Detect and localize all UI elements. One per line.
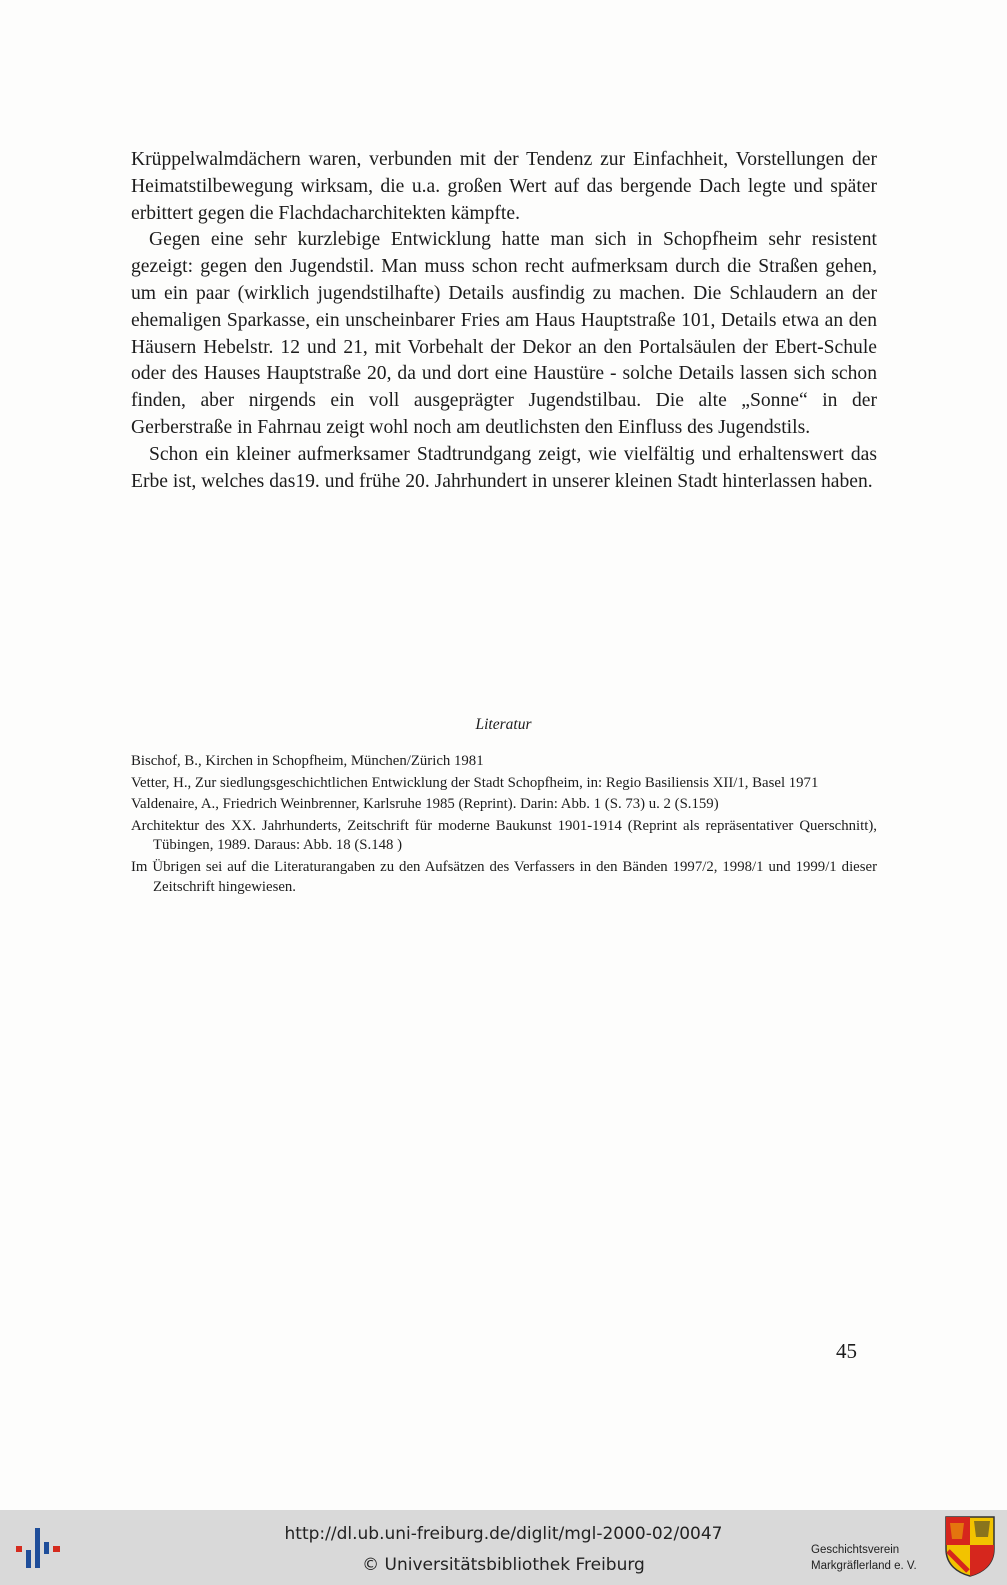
paragraph: Schon ein kleiner aufmerksamer Stadtrundgang zeigt, wie vielfältig und erhaltenswert das Erbe ist, welches das19. und frühe 20. Jahrhundert in unserer kleinen Stadt hinterlassen haben. <box>131 443 877 492</box>
coat-of-arms-icon <box>944 1515 996 1577</box>
paragraph: Gegen eine sehr kurzlebige Entwicklung hatte man sich in Schopfheim sehr resistent gezeigt: gegen den Jugendstil. Man muss schon recht aufmerksam durch die Straßen gehen, um ein paar (wirklich jugendstilhafte) Details ausfindig zu machen. Die Schlaudern an der ehemaligen Sparkasse, ein unscheinbarer Fries am Haus Hauptstraße 101, Details etwa an den Häusern Hebelstr. 12 und 21, mit Vorbehalt der Dekor an den Portalsäulen der Ebert-Schule oder des Hauses Hauptstraße 20, da und dort eine Haustüre - solche Details lassen sich schon finden, aber nirgends ein voll ausgeprägter Jugendstilbau. Die alte „Sonne“ in der Gerberstraße in Fahrnau zeigt wohl noch am deutlichsten den Einfluss des Jugendstils. <box>131 229 877 438</box>
society-name-line: Markgräflerland e. V. <box>811 1560 917 1572</box>
literature-entry: Im Übrigen sei auf die Literaturangaben zu den Aufsätzen des Verfassers in den Bänden 1997/2, 1998/1 und 1999/1 dieser Zeitschrift hingewiesen. <box>131 858 877 895</box>
literature-entry: Architektur des XX. Jahrhunderts, Zeitschrift für moderne Baukunst 1901-1914 (Reprint als repräsentativer Querschnitt), Tübingen, 1989. Daraus: Abb. 18 (S.148 ) <box>131 817 877 854</box>
page-number: 45 <box>836 1339 857 1363</box>
permalink-link[interactable]: http://dl.ub.uni-freiburg.de/diglit/mgl-2000-02/0047 <box>284 1524 723 1544</box>
literature-entry: Valdenaire, A., Friedrich Weinbrenner, Karlsruhe 1985 (Reprint). Darin: Abb. 1 (S. 73) u. 2 (S.159) <box>131 796 719 813</box>
body-text <box>131 147 877 495</box>
literature-heading: Literatur <box>475 716 532 733</box>
literature-list <box>131 752 877 899</box>
literature-entry: Bischof, B., Kirchen in Schopfheim, München/Zürich 1981 <box>131 753 484 769</box>
paragraph: Krüppelwalmdächern waren, verbunden mit der Tendenz zur Einfachheit, Vorstellungen der Heimatstilbewegung wirksam, die u.a. großen Wert auf das bergende Dach legte und später erbittert gegen die Flachdacharchitekten kämpfte. <box>131 149 877 224</box>
copyright-text: © Universitätsbibliothek Freiburg <box>362 1555 645 1575</box>
society-name <box>811 1542 917 1574</box>
footer-bar <box>0 1510 1007 1585</box>
literature-entry: Vetter, H., Zur siedlungsgeschichtlichen Entwicklung der Stadt Schopfheim, in: Regio Basiliensis XII/1, Basel 1971 <box>131 774 819 791</box>
society-name-line: Geschichtsverein <box>811 1544 900 1556</box>
